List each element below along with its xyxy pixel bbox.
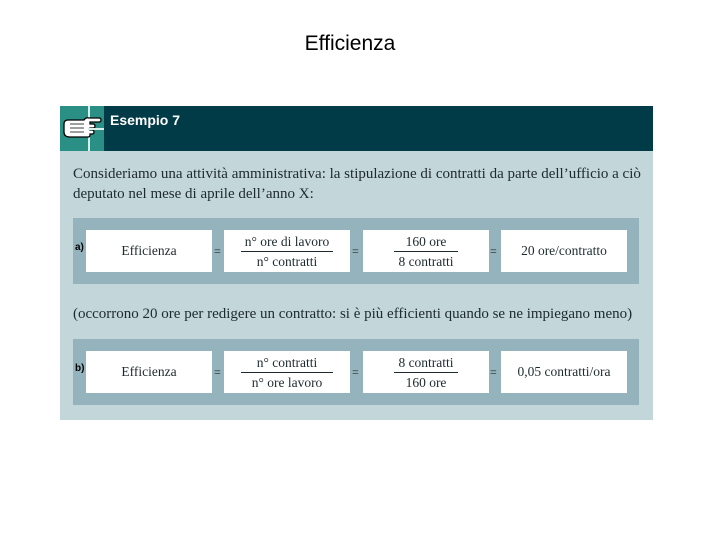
equals-sign: = xyxy=(352,244,359,258)
fraction-denominator: 8 contratti xyxy=(398,253,454,269)
fraction-bar xyxy=(394,251,458,252)
fraction-bar xyxy=(241,372,333,373)
card-tab xyxy=(60,106,104,151)
pointing-hand-icon xyxy=(62,114,102,142)
result-value: 0,05 contratti/ora xyxy=(517,364,611,379)
note-text: (occorrono 20 ore per redigere un contratto: si è più efficienti quando se ne impiegano meno) xyxy=(73,306,633,322)
formula-fraction xyxy=(224,351,350,393)
fraction-numerator: n° contratti xyxy=(256,354,318,370)
equals-sign: = xyxy=(352,365,359,379)
example-card xyxy=(60,106,653,420)
term-box xyxy=(86,351,212,393)
formula-row-a xyxy=(73,218,639,284)
term-box xyxy=(86,230,212,272)
result-box xyxy=(501,351,627,393)
result-value: 20 ore/contratto xyxy=(521,243,607,258)
fraction-numerator: n° ore di lavoro xyxy=(244,233,330,249)
fraction-denominator: 160 ore xyxy=(405,374,447,390)
fraction-denominator: n° ore lavoro xyxy=(251,374,323,390)
fraction-numerator: 160 ore xyxy=(405,233,447,249)
equals-sign: = xyxy=(490,244,497,258)
card-header xyxy=(60,106,653,151)
result-box xyxy=(501,230,627,272)
term-label: Efficienza xyxy=(121,364,177,379)
value-fraction xyxy=(363,230,489,272)
formula-fraction xyxy=(224,230,350,272)
fraction-denominator: n° contratti xyxy=(256,253,318,269)
formula-row-b xyxy=(73,339,639,405)
row-letter: a) xyxy=(75,242,84,253)
fraction-bar xyxy=(394,372,458,373)
row-letter: b) xyxy=(75,363,85,374)
equals-sign: = xyxy=(214,365,221,379)
card-label: Esempio 7 xyxy=(110,112,181,128)
fraction-numerator: 8 contratti xyxy=(398,354,454,370)
equals-sign: = xyxy=(214,244,221,258)
value-fraction xyxy=(363,351,489,393)
slide-title: Efficienza xyxy=(304,32,396,55)
fraction-bar xyxy=(241,251,333,252)
intro-text: Consideriamo una attività amministrativa: la stipulazione di contratti da parte dell’ufficio a ciò deputato nel mese di aprile dell’anno X: xyxy=(73,166,641,202)
equals-sign: = xyxy=(490,365,497,379)
term-label: Efficienza xyxy=(121,243,177,258)
